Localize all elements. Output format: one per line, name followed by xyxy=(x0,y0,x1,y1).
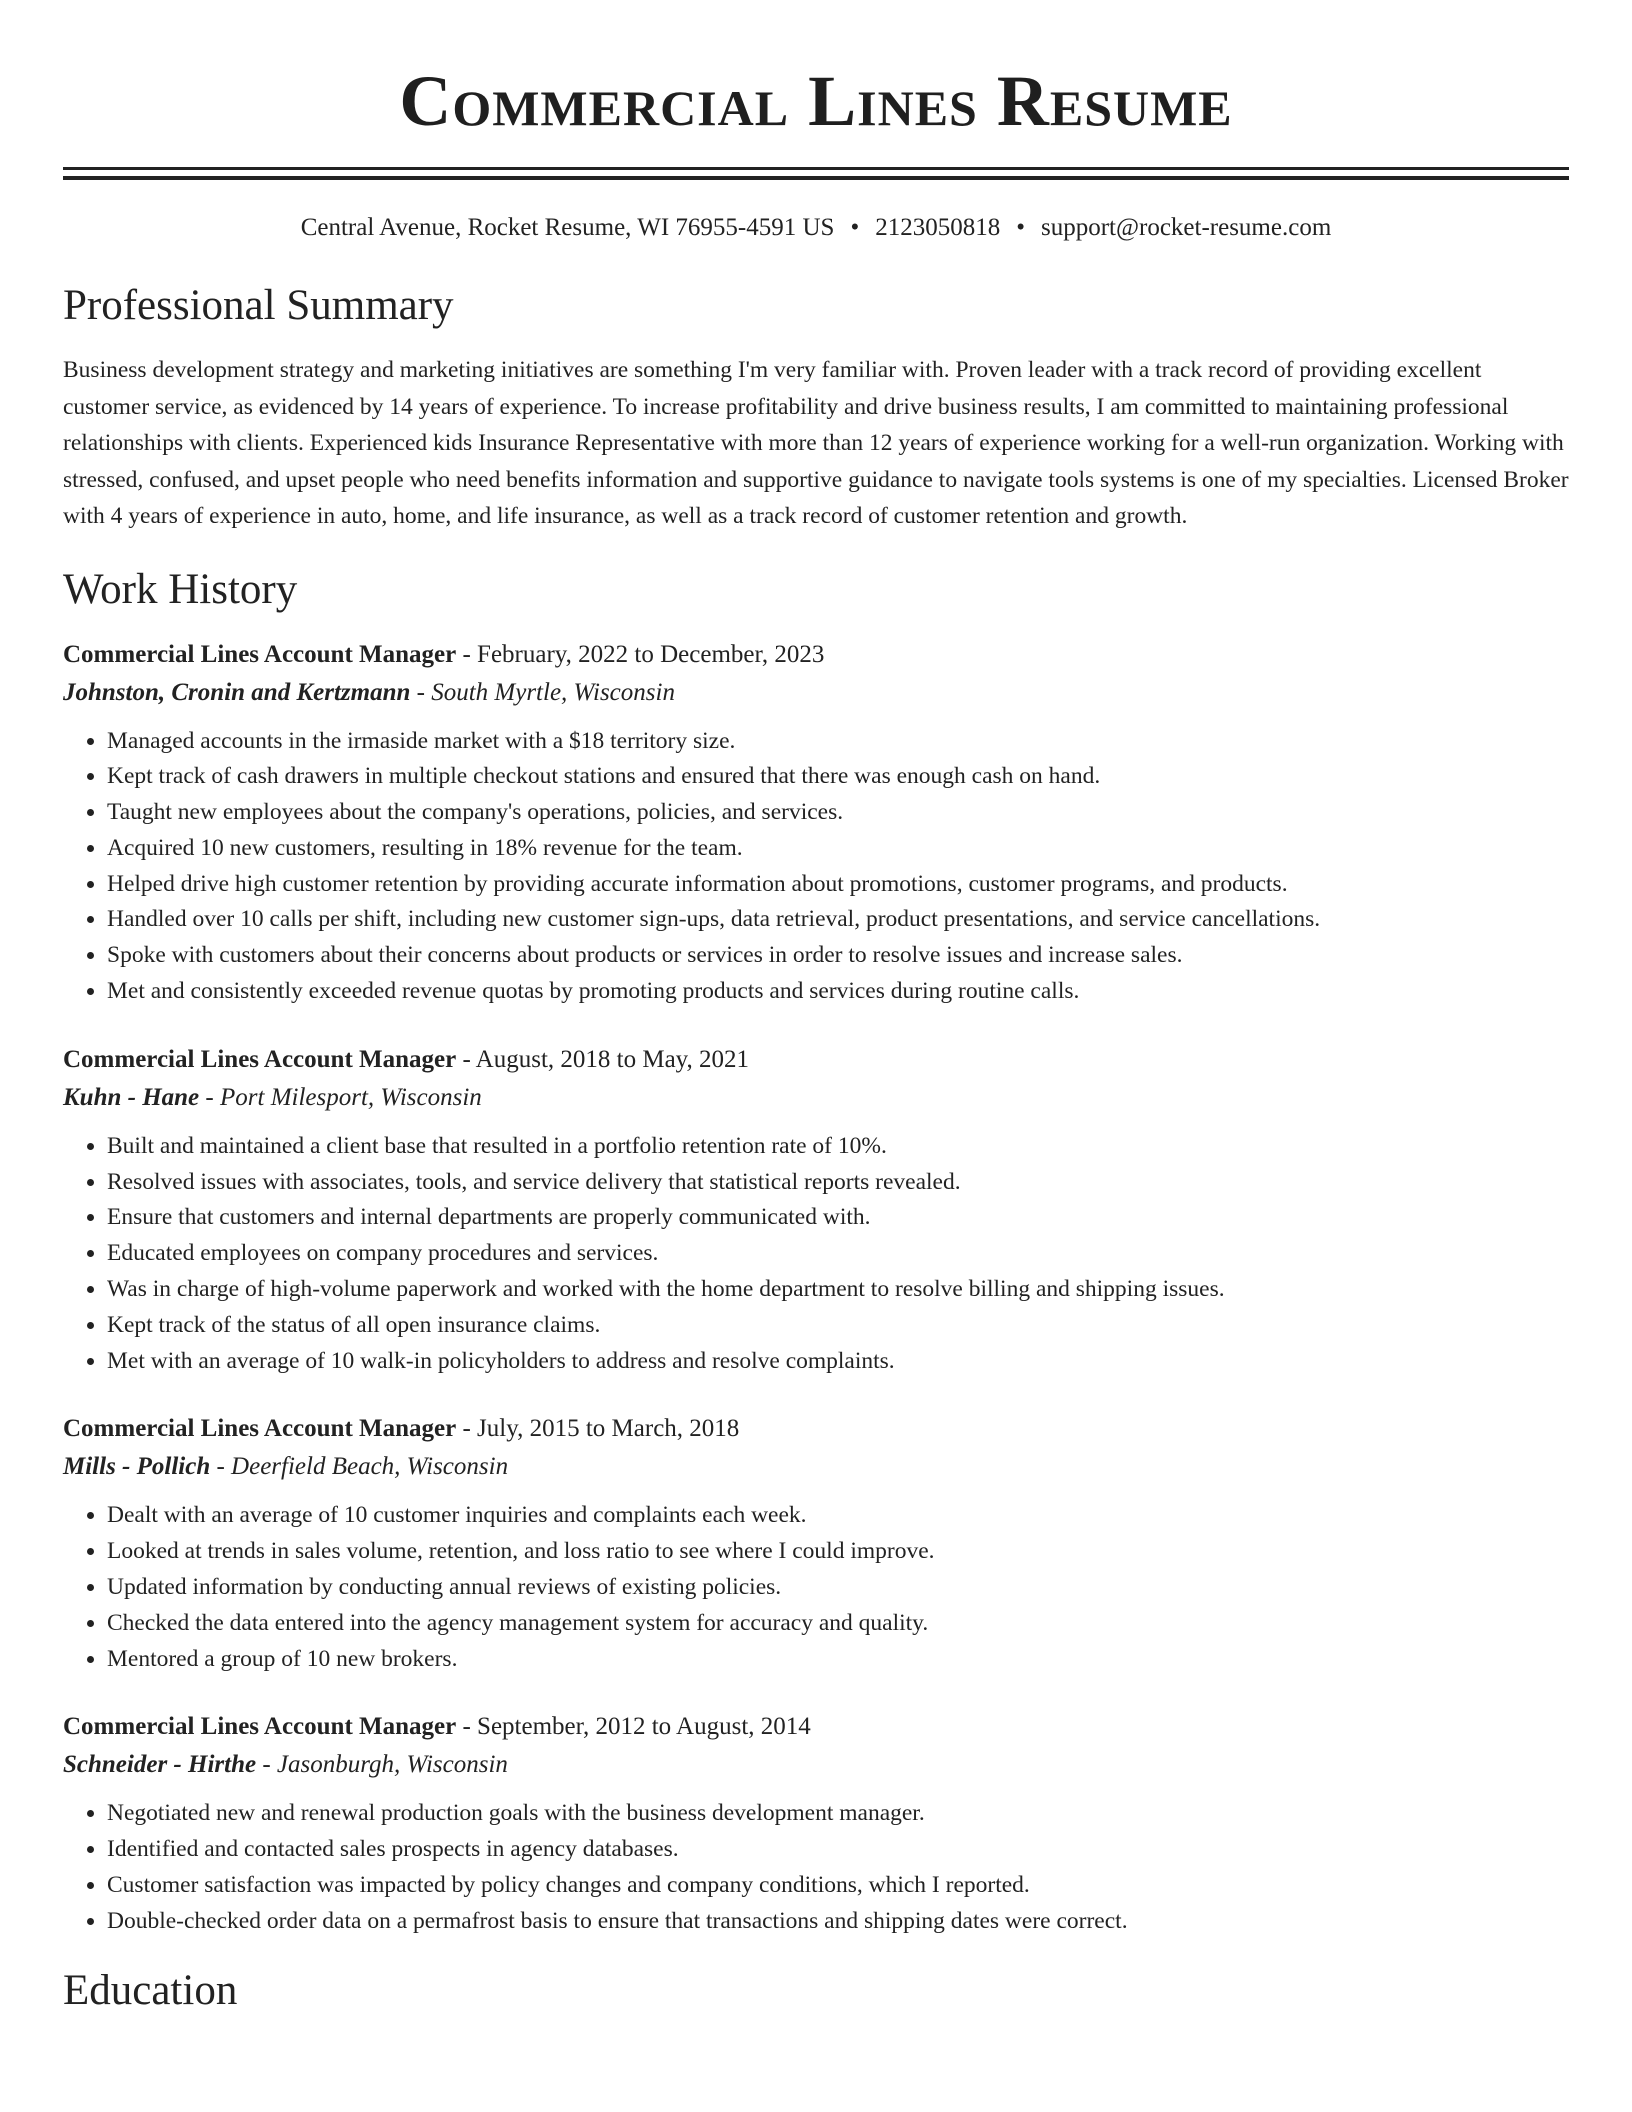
job-bullets xyxy=(63,1498,1569,1677)
company-location: - Jasonburgh, Wisconsin xyxy=(256,1751,508,1779)
job-bullet: • Educated employees on company procedures and services. xyxy=(107,1236,1569,1272)
job-dates: - February, 2022 to December, 2023 xyxy=(456,640,825,668)
company-location: - Port Milesport, Wisconsin xyxy=(199,1083,482,1111)
company-line xyxy=(63,677,1569,709)
job-title: Commercial Lines Account Manager xyxy=(63,640,457,668)
job-bullets xyxy=(63,724,1569,1010)
job-title-line xyxy=(63,1413,1569,1445)
company-name: Mills - Pollich xyxy=(63,1453,211,1481)
job-bullet: • Helped drive high customer retention by providing accurate information about promotions, customer programs, and products. xyxy=(107,867,1569,903)
job-dates: - August, 2018 to May, 2021 xyxy=(456,1045,750,1073)
job-bullet: • Acquired 10 new customers, resulting in 18% revenue for the team. xyxy=(107,831,1569,867)
job-bullet: • Met with an average of 10 walk-in policyholders to address and resolve complaints. xyxy=(107,1344,1569,1380)
job-title-line xyxy=(63,1711,1569,1743)
job-bullet: • Dealt with an average of 10 customer inquiries and complaints each week. xyxy=(107,1498,1569,1534)
job-dates: - July, 2015 to March, 2018 xyxy=(456,1415,740,1443)
job-bullet: • Kept track of the status of all open insurance claims. xyxy=(107,1308,1569,1344)
job-dates: - September, 2012 to August, 2014 xyxy=(456,1713,811,1741)
job-bullet: • Built and maintained a client base that resulted in a portfolio retention rate of 10%. xyxy=(107,1129,1569,1165)
contact-address: Central Avenue, Rocket Resume, WI 76955-4591 US xyxy=(300,214,835,241)
work-history-heading: Work History xyxy=(63,565,298,613)
resume-title: Commercial Lines Resume xyxy=(399,61,1233,141)
job-bullet: • Mentored a group of 10 new brokers. xyxy=(107,1642,1569,1678)
job-bullet: • Updated information by conducting annual reviews of existing policies. xyxy=(107,1570,1569,1606)
contact-line xyxy=(63,213,1569,243)
job-entry xyxy=(63,639,1569,1010)
contact-separator: • xyxy=(850,214,860,241)
contact-phone: 2123050818 xyxy=(875,214,1001,241)
job-entry xyxy=(63,1711,1569,1939)
company-name: Kuhn - Hane xyxy=(63,1083,200,1111)
job-bullet: • Looked at trends in sales volume, retention, and loss ratio to see where I could improve. xyxy=(107,1534,1569,1570)
title-rule-bottom xyxy=(63,176,1569,180)
company-line xyxy=(63,1749,1569,1781)
job-bullet: • Handled over 10 calls per shift, including new customer sign-ups, data retrieval, product presentations, and service cancellations. xyxy=(107,902,1569,938)
job-bullet: • Checked the data entered into the agency management system for accuracy and quality. xyxy=(107,1606,1569,1642)
job-bullet: • Spoke with customers about their concerns about products or services in order to resolve issues and increase sales. xyxy=(107,938,1569,974)
summary-text: Business development strategy and marketing initiatives are something I'm very familiar with. Proven leader with a track record of providing excellent customer service, as evidenced by 14 years of experience. To increase profitability and drive business results, I am committed to maintaining professional relationships with clients. Experienced kids Insurance Representative with more than 12 years of experience working for a well-run organization. Working with stressed, confused, and upset people who need benefits information and supportive guidance to navigate tools systems is one of my specialties. Licensed Broker with 4 years of experience in auto, home, and life insurance, as well as a track record of customer retention and growth. xyxy=(63,357,1569,529)
job-bullet: • Identified and contacted sales prospects in agency databases. xyxy=(107,1832,1569,1868)
job-title: Commercial Lines Account Manager xyxy=(63,1713,457,1741)
job-bullet: • Kept track of cash drawers in multiple checkout stations and ensured that there was enough cash on hand. xyxy=(107,759,1569,795)
job-entry xyxy=(63,1044,1569,1380)
education-heading: Education xyxy=(63,1966,238,2014)
company-name: Schneider - Hirthe xyxy=(63,1751,257,1779)
job-bullet: • Ensure that customers and internal departments are properly communicated with. xyxy=(107,1200,1569,1236)
job-bullet: • Taught new employees about the company's operations, policies, and services. xyxy=(107,795,1569,831)
job-title-line xyxy=(63,1044,1569,1076)
job-title: Commercial Lines Account Manager xyxy=(63,1415,457,1443)
company-name: Johnston, Cronin and Kertzmann xyxy=(63,678,411,706)
company-line xyxy=(63,1451,1569,1483)
job-bullet: • Resolved issues with associates, tools, and service delivery that statistical reports revealed. xyxy=(107,1165,1569,1201)
title-rule-top xyxy=(63,167,1569,170)
job-title-line xyxy=(63,639,1569,671)
job-bullet: • Was in charge of high-volume paperwork and worked with the home department to resolve billing and shipping issues. xyxy=(107,1272,1569,1308)
contact-separator: • xyxy=(1016,214,1025,241)
job-entry xyxy=(63,1413,1569,1677)
company-location: - South Myrtle, Wisconsin xyxy=(410,678,675,706)
job-bullet: • Double-checked order data on a permafrost basis to ensure that transactions and shipping dates were correct. xyxy=(107,1904,1569,1940)
contact-email: support@rocket-resume.com xyxy=(1040,214,1332,241)
company-line xyxy=(63,1082,1569,1114)
summary-heading: Professional Summary xyxy=(63,282,454,329)
job-bullet: • Customer satisfaction was impacted by policy changes and company conditions, which I reported. xyxy=(107,1868,1569,1904)
job-bullets xyxy=(63,1129,1569,1380)
company-location: - Deerfield Beach, Wisconsin xyxy=(210,1453,509,1481)
job-bullet: • Negotiated new and renewal production goals with the business development manager. xyxy=(107,1796,1569,1832)
job-title: Commercial Lines Account Manager xyxy=(63,1045,457,1073)
job-bullet: • Managed accounts in the irmaside market with a $18 territory size. xyxy=(107,724,1569,760)
job-bullet: • Met and consistently exceeded revenue quotas by promoting products and services during routine calls. xyxy=(107,974,1569,1010)
job-bullets xyxy=(63,1796,1569,1939)
